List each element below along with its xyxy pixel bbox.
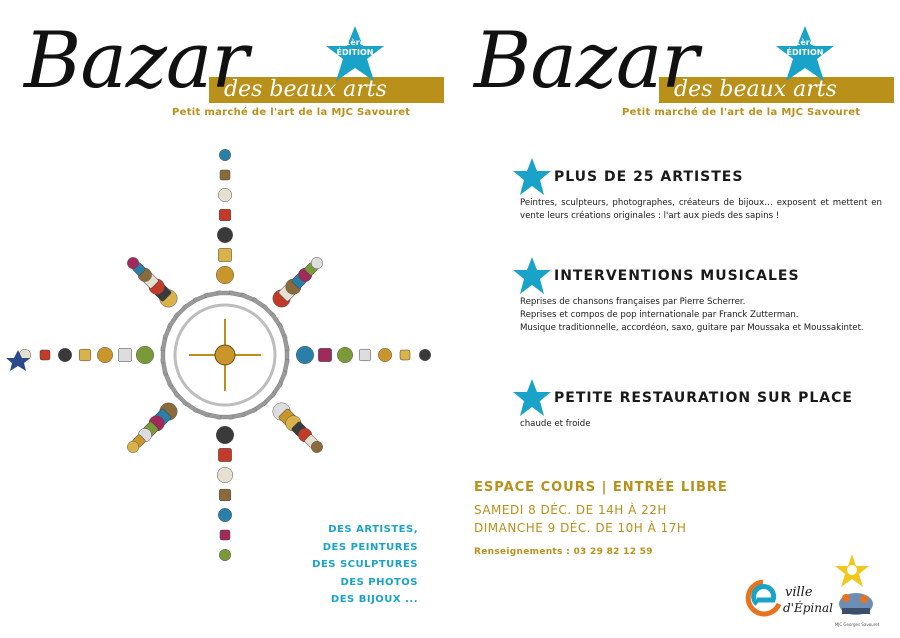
- collage-object: [219, 549, 231, 561]
- collage-object: [216, 426, 234, 444]
- epinal-line-2: d'Épinal: [783, 601, 833, 615]
- collage-object: [359, 349, 371, 361]
- section-title: PLUS DE 25 ARTISTES: [554, 169, 744, 185]
- collage-object: [400, 350, 410, 360]
- left-header: [24, 16, 444, 130]
- section-title: PETITE RESTAURATION SUR PLACE: [554, 390, 853, 406]
- epinal-line-1: ville: [785, 585, 813, 600]
- collage-object: [217, 227, 233, 243]
- music-line-3: Musique traditionnelle, accordéon, saxo, guitare par Moussaka et Moussakintet.: [520, 323, 864, 333]
- collage-object: [219, 149, 231, 161]
- tag-sculptures: DES SCULPTURES: [312, 559, 418, 570]
- collage-object: [127, 257, 139, 269]
- collage-illustration: [0, 140, 450, 580]
- collage-object: [216, 266, 234, 284]
- badge-text: [324, 38, 386, 58]
- collage-object: [218, 508, 232, 522]
- collage-object: [219, 209, 231, 221]
- event-place: ESPACE COURS | ENTRÉE LIBRE: [474, 480, 728, 495]
- collage-object: [419, 349, 431, 361]
- star-icon: [512, 157, 552, 197]
- event-date-2: DIMANCHE 9 DÉC. DE 10H À 17H: [474, 521, 687, 535]
- title-tagline: des beaux arts: [224, 77, 387, 102]
- title-tagline-right: des beaux arts: [674, 77, 837, 102]
- star-collage-artwork: [0, 140, 450, 580]
- edition-badge-right: [774, 24, 836, 86]
- section-musicales: [512, 262, 882, 335]
- badge-line-1-right: 1ère: [794, 38, 816, 47]
- tag-peintures: DES PEINTURES: [322, 541, 418, 553]
- event-date-1: SAMEDI 8 DÉC. DE 14H À 22H: [474, 503, 667, 517]
- collage-object: [219, 489, 231, 501]
- collage-object: [217, 467, 233, 483]
- collage-object: [218, 188, 232, 202]
- section-body: [512, 296, 882, 335]
- star-icon: [512, 378, 552, 418]
- event-info: [474, 480, 874, 557]
- right-header: [474, 16, 894, 130]
- title-bazar: Bazar: [24, 16, 248, 106]
- mjc-caption: MJC Georges Savouret: [834, 622, 880, 627]
- collage-object: [337, 347, 353, 363]
- section-body: chaude et froide: [520, 419, 591, 429]
- collage-object: [97, 347, 113, 363]
- section-head: [512, 384, 882, 418]
- title-subtitle-right: Petit marché de l'art de la MJC Savouret: [622, 107, 861, 118]
- collage-object: [40, 350, 50, 360]
- tag-photos: DES PHOTOS: [340, 576, 418, 588]
- mandala-piece: [282, 335, 289, 351]
- section-body: Peintres, sculpteurs, photographes, créateurs de bijoux… exposent et mettent en vente leurs créations originales : l'art aux pieds des sapins !: [520, 198, 882, 221]
- collage-object: [318, 348, 331, 361]
- section-head: [512, 262, 882, 296]
- collage-object: [296, 346, 314, 364]
- collage-object: [136, 346, 154, 364]
- music-line-1: Reprises de chansons françaises par Pierre Scherrer.: [520, 297, 746, 307]
- event-contact: Renseignements : 03 29 82 12 59: [474, 547, 653, 557]
- center-ornament: [215, 345, 235, 365]
- star-icon: [512, 256, 552, 296]
- collage-object: [220, 170, 230, 180]
- ville-epinal-logo: [745, 574, 835, 624]
- tag-bijoux: DES BIJOUX ...: [330, 594, 418, 605]
- tag-artistes: DES ARTISTES,: [328, 524, 418, 535]
- section-restauration: [512, 384, 882, 431]
- music-line-2: Reprises et compos de pop internationale par Franck Zutterman.: [520, 310, 799, 320]
- title-bazar-right: Bazar: [474, 16, 698, 106]
- edition-badge: [324, 24, 386, 86]
- mjc-logo: [834, 552, 880, 628]
- collage-object: [311, 441, 323, 453]
- title-subtitle: Petit marché de l'art de la MJC Savouret: [172, 107, 411, 118]
- section-title: INTERVENTIONS MUSICALES: [554, 268, 800, 284]
- section-head: [512, 163, 882, 197]
- collage-object: [218, 248, 231, 261]
- collage-object: [118, 348, 131, 361]
- badge-line-2-right: ÉDITION: [786, 48, 824, 57]
- collage-object: [311, 257, 323, 269]
- collage-object: [79, 349, 91, 361]
- badge-line-1: 1ère: [344, 38, 366, 47]
- badge-text-right: [774, 38, 836, 58]
- collage-object: [378, 348, 392, 362]
- section-artistes: [512, 163, 882, 223]
- collage-object: [220, 530, 230, 540]
- left-tags: [312, 521, 418, 609]
- collage-object: [58, 348, 72, 362]
- collage-object: [127, 441, 139, 453]
- collage-object: [218, 448, 231, 461]
- badge-line-2: ÉDITION: [336, 48, 374, 57]
